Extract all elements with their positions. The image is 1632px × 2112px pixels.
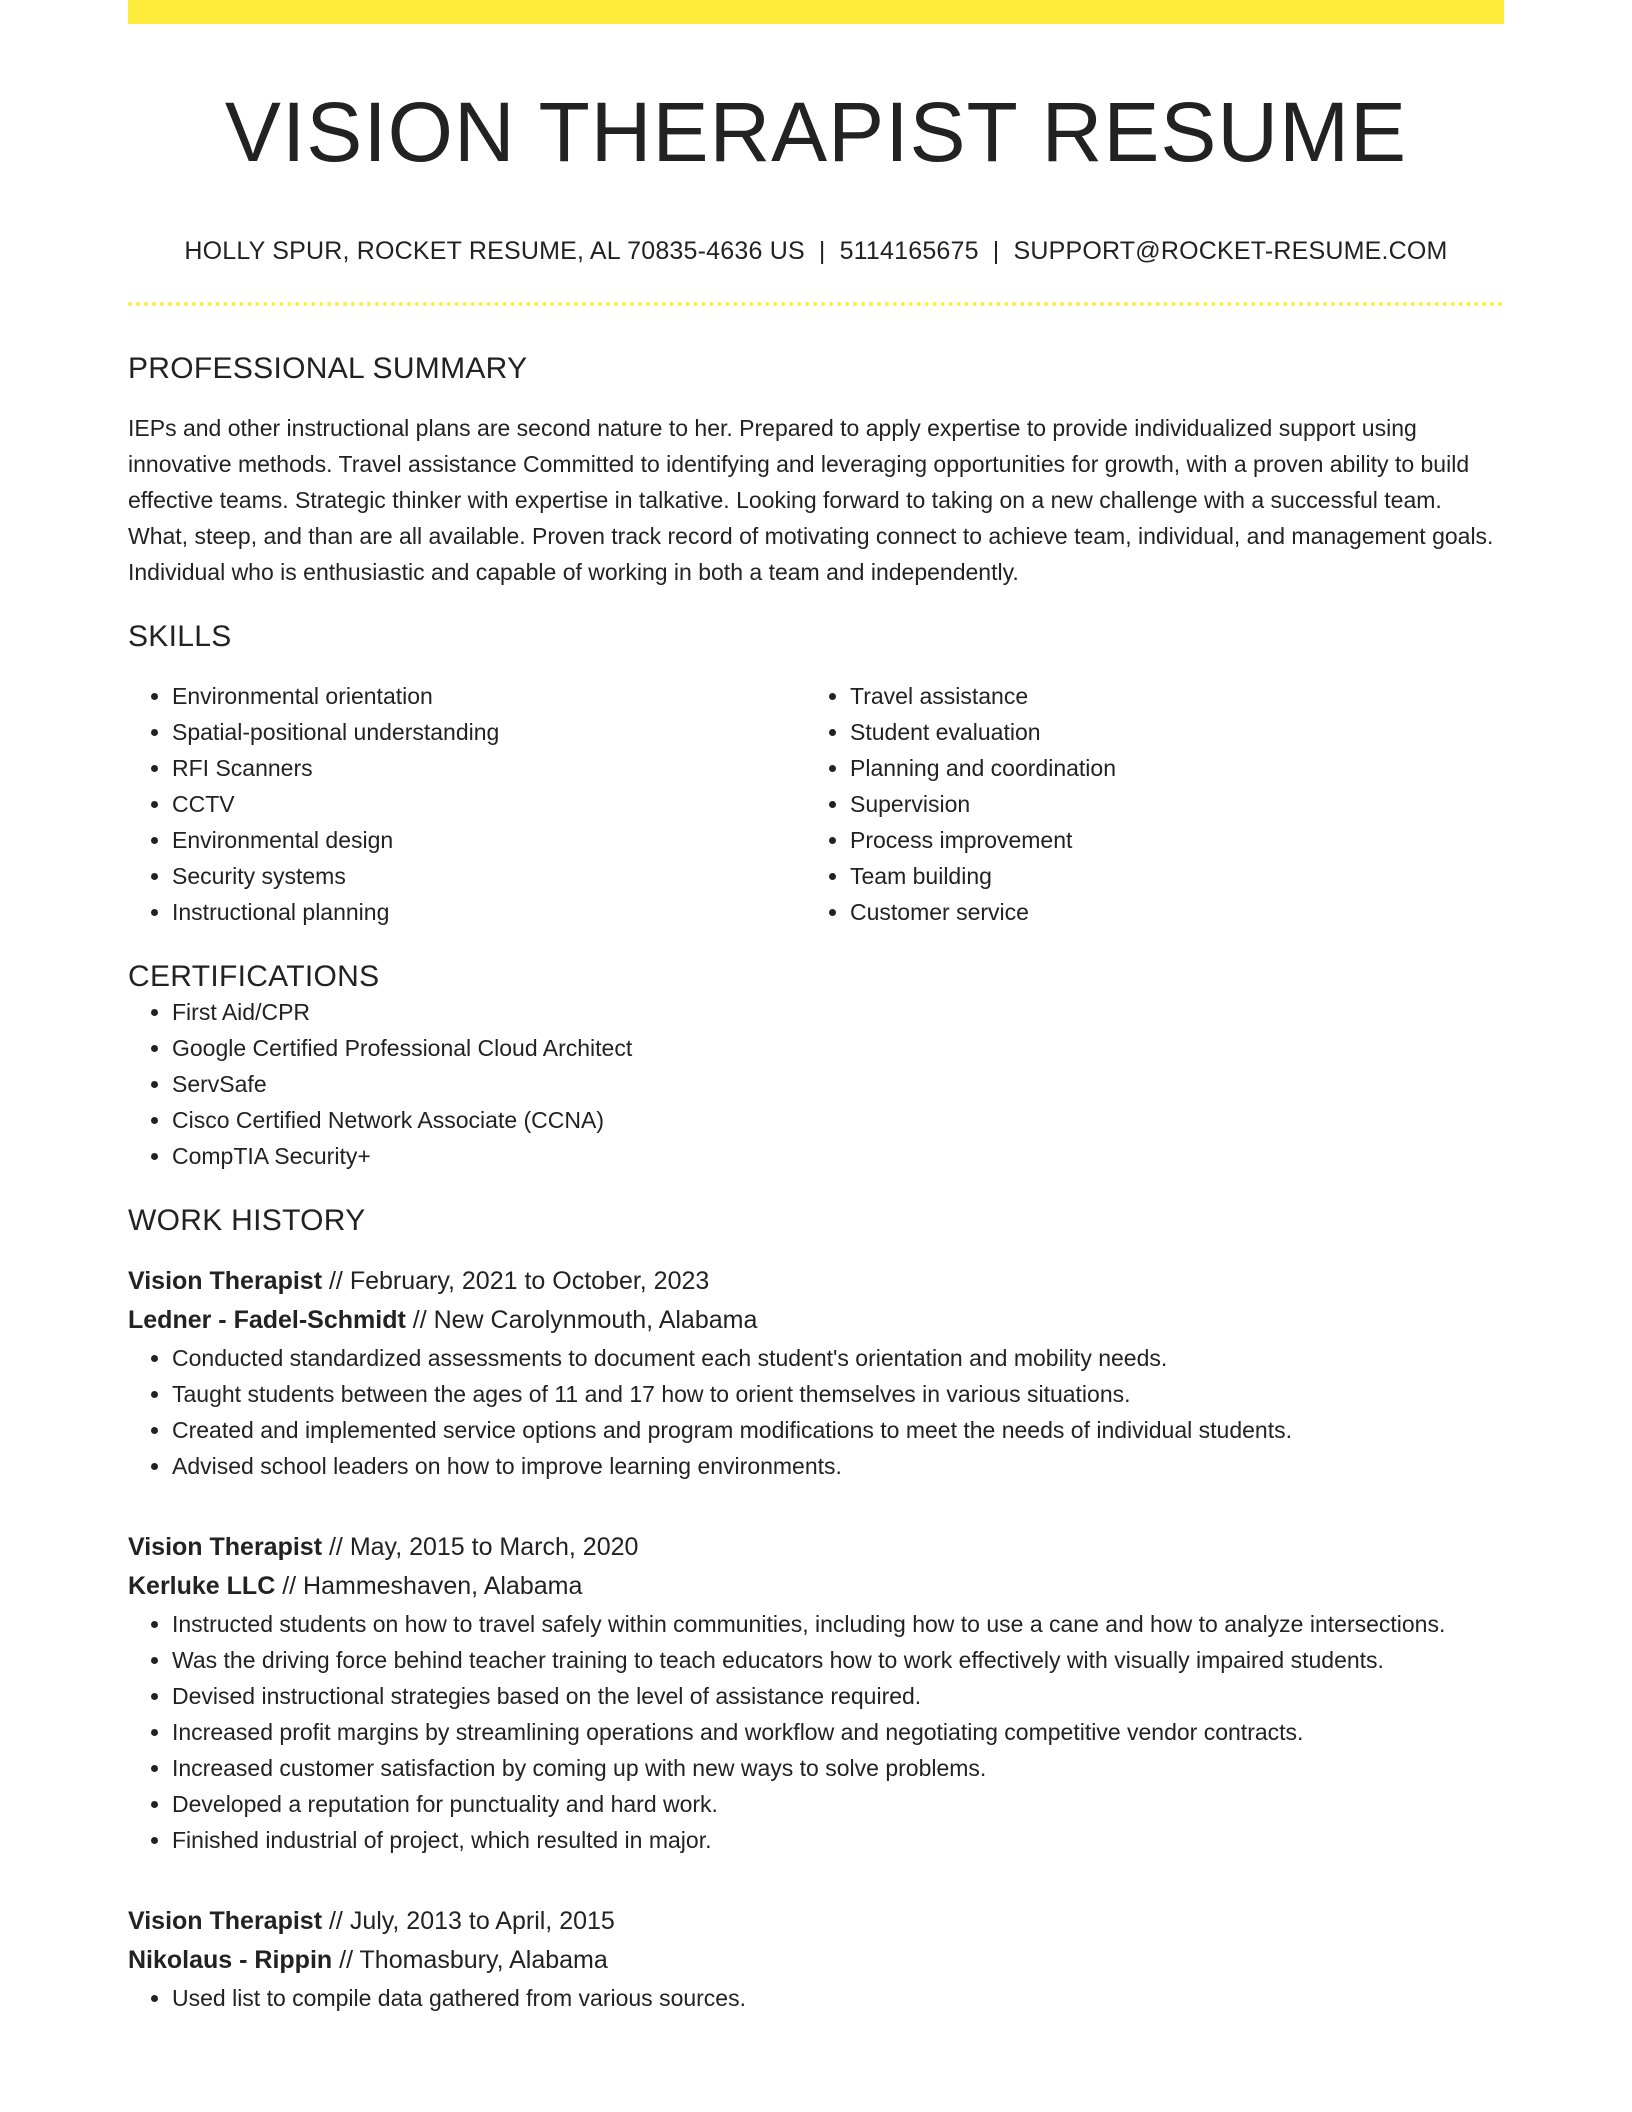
job-company: Ledner - Fadel-Schmidt bbox=[128, 1305, 406, 1334]
job-duty-item: • Was the driving force behind teacher training to teach educators how to work effectively with visually impaired students. bbox=[172, 1642, 1504, 1678]
skills-heading: SKILLS bbox=[128, 619, 232, 653]
job-duty-item: • Taught students between the ages of 11 and 17 how to orient themselves in various situations. bbox=[172, 1376, 1504, 1412]
skill-item: • Supervision bbox=[850, 786, 1484, 822]
certification-item: • ServSafe bbox=[172, 1066, 1504, 1102]
skill-item: • Environmental design bbox=[172, 822, 806, 858]
skills-grid bbox=[128, 678, 1504, 930]
job-duty-item: • Advised school leaders on how to improve learning environments. bbox=[172, 1448, 1504, 1484]
job-location: // New Carolynmouth, Alabama bbox=[405, 1305, 758, 1334]
skills-column-right bbox=[806, 678, 1484, 930]
resume-page bbox=[128, 0, 1504, 2016]
skill-item: • CCTV bbox=[172, 786, 806, 822]
job-entry bbox=[128, 1528, 1504, 1858]
job-company: Nikolaus - Rippin bbox=[128, 1945, 333, 1974]
job-title: Vision Therapist bbox=[128, 1532, 323, 1561]
certification-item: • Cisco Certified Network Associate (CCNA) bbox=[172, 1102, 1504, 1138]
job-duties-list bbox=[128, 1980, 1504, 2016]
job-duty-item: • Used list to compile data gathered from various sources. bbox=[172, 1980, 1504, 2016]
job-duty-item: • Developed a reputation for punctuality and hard work. bbox=[172, 1786, 1504, 1822]
certification-item: • CompTIA Security+ bbox=[172, 1138, 1504, 1174]
skills-column-left bbox=[128, 678, 806, 930]
resume-title: VISION THERAPIST RESUME bbox=[224, 85, 1408, 179]
contact-separator: | bbox=[818, 236, 826, 265]
job-entry bbox=[128, 1902, 1504, 2016]
job-title-line bbox=[128, 1262, 1504, 1301]
job-duty-item: • Instructed students on how to travel safely within communities, including how to use a cane and how to analyze intersections. bbox=[172, 1606, 1504, 1642]
skill-item: • Environmental orientation bbox=[172, 678, 806, 714]
job-title-line bbox=[128, 1902, 1504, 1941]
job-dates: // February, 2021 to October, 2023 bbox=[322, 1266, 710, 1295]
contact-address: HOLLY SPUR, ROCKET RESUME, AL 70835-4636 US bbox=[184, 236, 805, 265]
contact-line bbox=[128, 237, 1504, 266]
job-location: // Hammeshaven, Alabama bbox=[275, 1571, 583, 1600]
job-duty-item: • Increased customer satisfaction by coming up with new ways to solve problems. bbox=[172, 1750, 1504, 1786]
job-dates: // July, 2013 to April, 2015 bbox=[322, 1906, 615, 1935]
skills-list-left bbox=[128, 678, 806, 930]
summary-heading: PROFESSIONAL SUMMARY bbox=[128, 351, 528, 385]
skill-item: • Instructional planning bbox=[172, 894, 806, 930]
job-duty-item: • Conducted standardized assessments to document each student's orientation and mobility needs. bbox=[172, 1340, 1504, 1376]
skills-list-right bbox=[806, 678, 1484, 930]
contact-phone: 5114165675 bbox=[839, 236, 979, 265]
accent-top-bar bbox=[128, 0, 1504, 24]
job-dates: // May, 2015 to March, 2020 bbox=[322, 1532, 639, 1561]
job-company: Kerluke LLC bbox=[128, 1571, 276, 1600]
skill-item: • Spatial-positional understanding bbox=[172, 714, 806, 750]
certifications-list bbox=[128, 994, 1504, 1174]
job-duty-item: • Devised instructional strategies based on the level of assistance required. bbox=[172, 1678, 1504, 1714]
summary-text: IEPs and other instructional plans are second nature to her. Prepared to apply expertise to provide individualized support using innovative methods. Travel assistance Committed to identifying and leveraging opportunities for growth, with a proven ability to build effective teams. Strategic thinker with expertise in talkative. Looking forward to taking on a new challenge with a successful team. What, steep, and than are all available. Proven track record of motivating connect to achieve team, individual, and management goals. Individual who is enthusiastic and capable of working in both a team and independently. bbox=[128, 414, 1494, 585]
skill-item: • Travel assistance bbox=[850, 678, 1484, 714]
skill-item: • Student evaluation bbox=[850, 714, 1484, 750]
certifications-heading: CERTIFICATIONS bbox=[128, 959, 380, 993]
skill-item: • Security systems bbox=[172, 858, 806, 894]
job-duties-list bbox=[128, 1340, 1504, 1484]
contact-separator: | bbox=[992, 236, 1000, 265]
skill-item: • Planning and coordination bbox=[850, 750, 1484, 786]
skill-item: • Customer service bbox=[850, 894, 1484, 930]
job-company-line bbox=[128, 1567, 1504, 1606]
certification-item: • Google Certified Professional Cloud Architect bbox=[172, 1030, 1504, 1066]
job-title-line bbox=[128, 1528, 1504, 1567]
job-duties-list bbox=[128, 1606, 1504, 1858]
skill-item: • Process improvement bbox=[850, 822, 1484, 858]
contact-email: SUPPORT@ROCKET-RESUME.COM bbox=[1013, 236, 1448, 265]
job-company-line bbox=[128, 1301, 1504, 1340]
skill-item: • Team building bbox=[850, 858, 1484, 894]
job-duty-item: • Increased profit margins by streamlining operations and workflow and negotiating competitive vendor contracts. bbox=[172, 1714, 1504, 1750]
skill-item: • RFI Scanners bbox=[172, 750, 806, 786]
job-entry bbox=[128, 1262, 1504, 1484]
work-history-heading: WORK HISTORY bbox=[128, 1203, 366, 1237]
job-title: Vision Therapist bbox=[128, 1266, 323, 1295]
job-duty-item: • Created and implemented service options and program modifications to meet the needs of individual students. bbox=[172, 1412, 1504, 1448]
job-duty-item: • Finished industrial of project, which resulted in major. bbox=[172, 1822, 1504, 1858]
job-title: Vision Therapist bbox=[128, 1906, 323, 1935]
job-location: // Thomasbury, Alabama bbox=[332, 1945, 608, 1974]
certification-item: • First Aid/CPR bbox=[172, 994, 1504, 1030]
job-company-line bbox=[128, 1941, 1504, 1980]
header-divider bbox=[128, 302, 1504, 306]
